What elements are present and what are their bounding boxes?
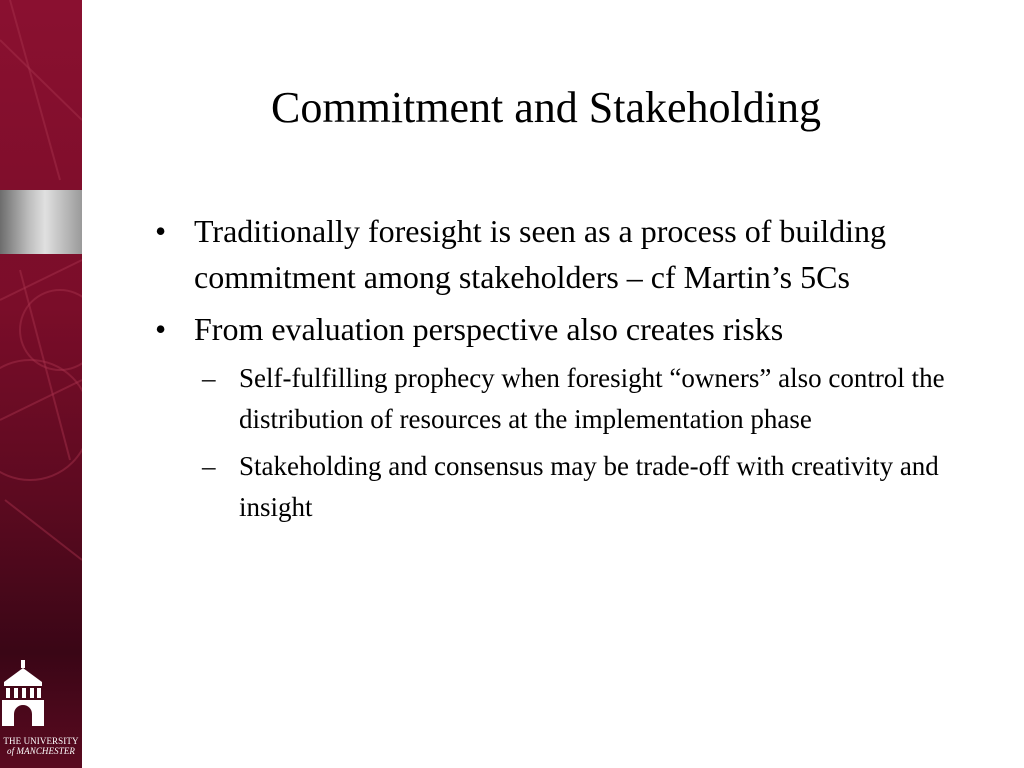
sidebar-photo-band	[0, 190, 82, 254]
sub-bullet-text: Stakeholding and consensus may be trade-off with creativity and insight	[239, 451, 939, 522]
sub-bullet-marker: –	[202, 363, 216, 393]
university-logo	[0, 660, 82, 768]
logo-line-1: THE UNIVERSITY	[3, 736, 79, 746]
bullet-marker: •	[155, 213, 167, 249]
bullet-marker: •	[155, 311, 167, 347]
decorative-sidebar	[0, 0, 82, 768]
slide-title: Commitment and Stakeholding	[271, 83, 821, 132]
bullet-text: From evaluation perspective also creates risks	[194, 311, 784, 347]
bullet-text: Traditionally foresight is seen as a process of building commitment among stakeholders – cf Martin’s 5Cs	[194, 213, 887, 295]
logo-line-2: of MANCHESTER	[6, 746, 76, 756]
sub-bullet-item	[202, 446, 955, 528]
slide-body	[155, 208, 955, 534]
sub-bullet-text: Self-fulfilling prophecy when foresight “owners” also control the distribution of resources at the implementation phase	[239, 363, 945, 434]
sub-bullet-marker: –	[202, 451, 216, 481]
bullet-item	[155, 208, 955, 300]
sub-bullet-item	[202, 358, 955, 440]
crest-icon	[0, 660, 46, 726]
bullet-item	[155, 306, 955, 352]
sidebar-texture	[0, 0, 82, 768]
